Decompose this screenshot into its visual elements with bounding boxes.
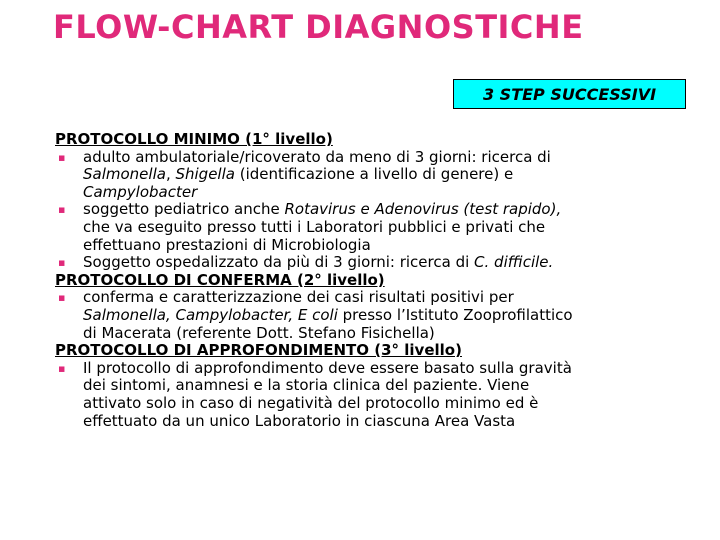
text-line: adulto ambulatoriale/ricoverato da meno di 3 giorni: ricerca di [83,147,551,166]
text-line: attivato solo in caso di negatività del protocollo minimo ed è [83,393,539,412]
step-box-label: 3 STEP SUCCESSIVI [453,79,686,109]
text-line [83,201,703,219]
organism-name: C. difficile. [474,253,554,272]
section-heading-approfondimento: PROTOCOLLO DI APPROFONDIMENTO (3° livello) [55,341,462,360]
text-line [83,254,703,272]
square-bullet-icon: ▪ [58,203,66,217]
text-line: che va eseguito presso tutti i Laboratori pubblici e privati che [83,217,546,236]
text-segment: , [165,165,176,184]
text-line [83,307,703,325]
text-line: di Macerata (referente Dott. Stefano Fisichella) [83,323,435,342]
organism-name: Salmonella [83,165,166,184]
section-heading-minimo: PROTOCOLLO MINIMO (1° livello) [55,130,333,148]
text-segment: soggetto pediatrico anche [83,200,285,219]
organism-name: Rotavirus e Adenovirus (test rapido), [284,200,562,219]
text-line [83,166,703,184]
document-body [55,131,703,430]
list-item [55,289,703,342]
list-item [55,360,703,430]
text-line: effettuato da un unico Laboratorio in ciascuna Area Vasta [83,411,516,430]
square-bullet-icon: ▪ [58,256,66,270]
text-segment: (identificazione a livello di genere) e [234,165,514,184]
text-segment: Soggetto ospedalizzato da più di 3 giorni: ricerca di [83,253,475,272]
text-line: Il protocollo di approfondimento deve essere basato sulla gravità [83,358,572,377]
text-segment: presso l’Istituto Zooprofilattico [337,305,573,324]
organism-name: Campylobacter [83,182,198,201]
section-heading-conferma: PROTOCOLLO DI CONFERMA (2° livello) [55,270,385,289]
list-item [55,201,703,254]
list-item [55,149,703,202]
text-line: conferma e caratterizzazione dei casi risultati positivi per [83,288,514,307]
organism-name: Salmonella, Campylobacter, E coli [83,305,338,324]
square-bullet-icon: ▪ [58,291,66,305]
text-line: effettuano prestazioni di Microbiologia [83,235,371,254]
organism-name: Shigella [175,165,235,184]
square-bullet-icon: ▪ [58,150,66,164]
text-line: dei sintomi, anamnesi e la storia clinica del paziente. Viene [83,376,530,395]
list-item [55,254,703,272]
square-bullet-icon: ▪ [58,361,66,375]
page-title: FLOW-CHART DIAGNOSTICHE [53,8,584,46]
